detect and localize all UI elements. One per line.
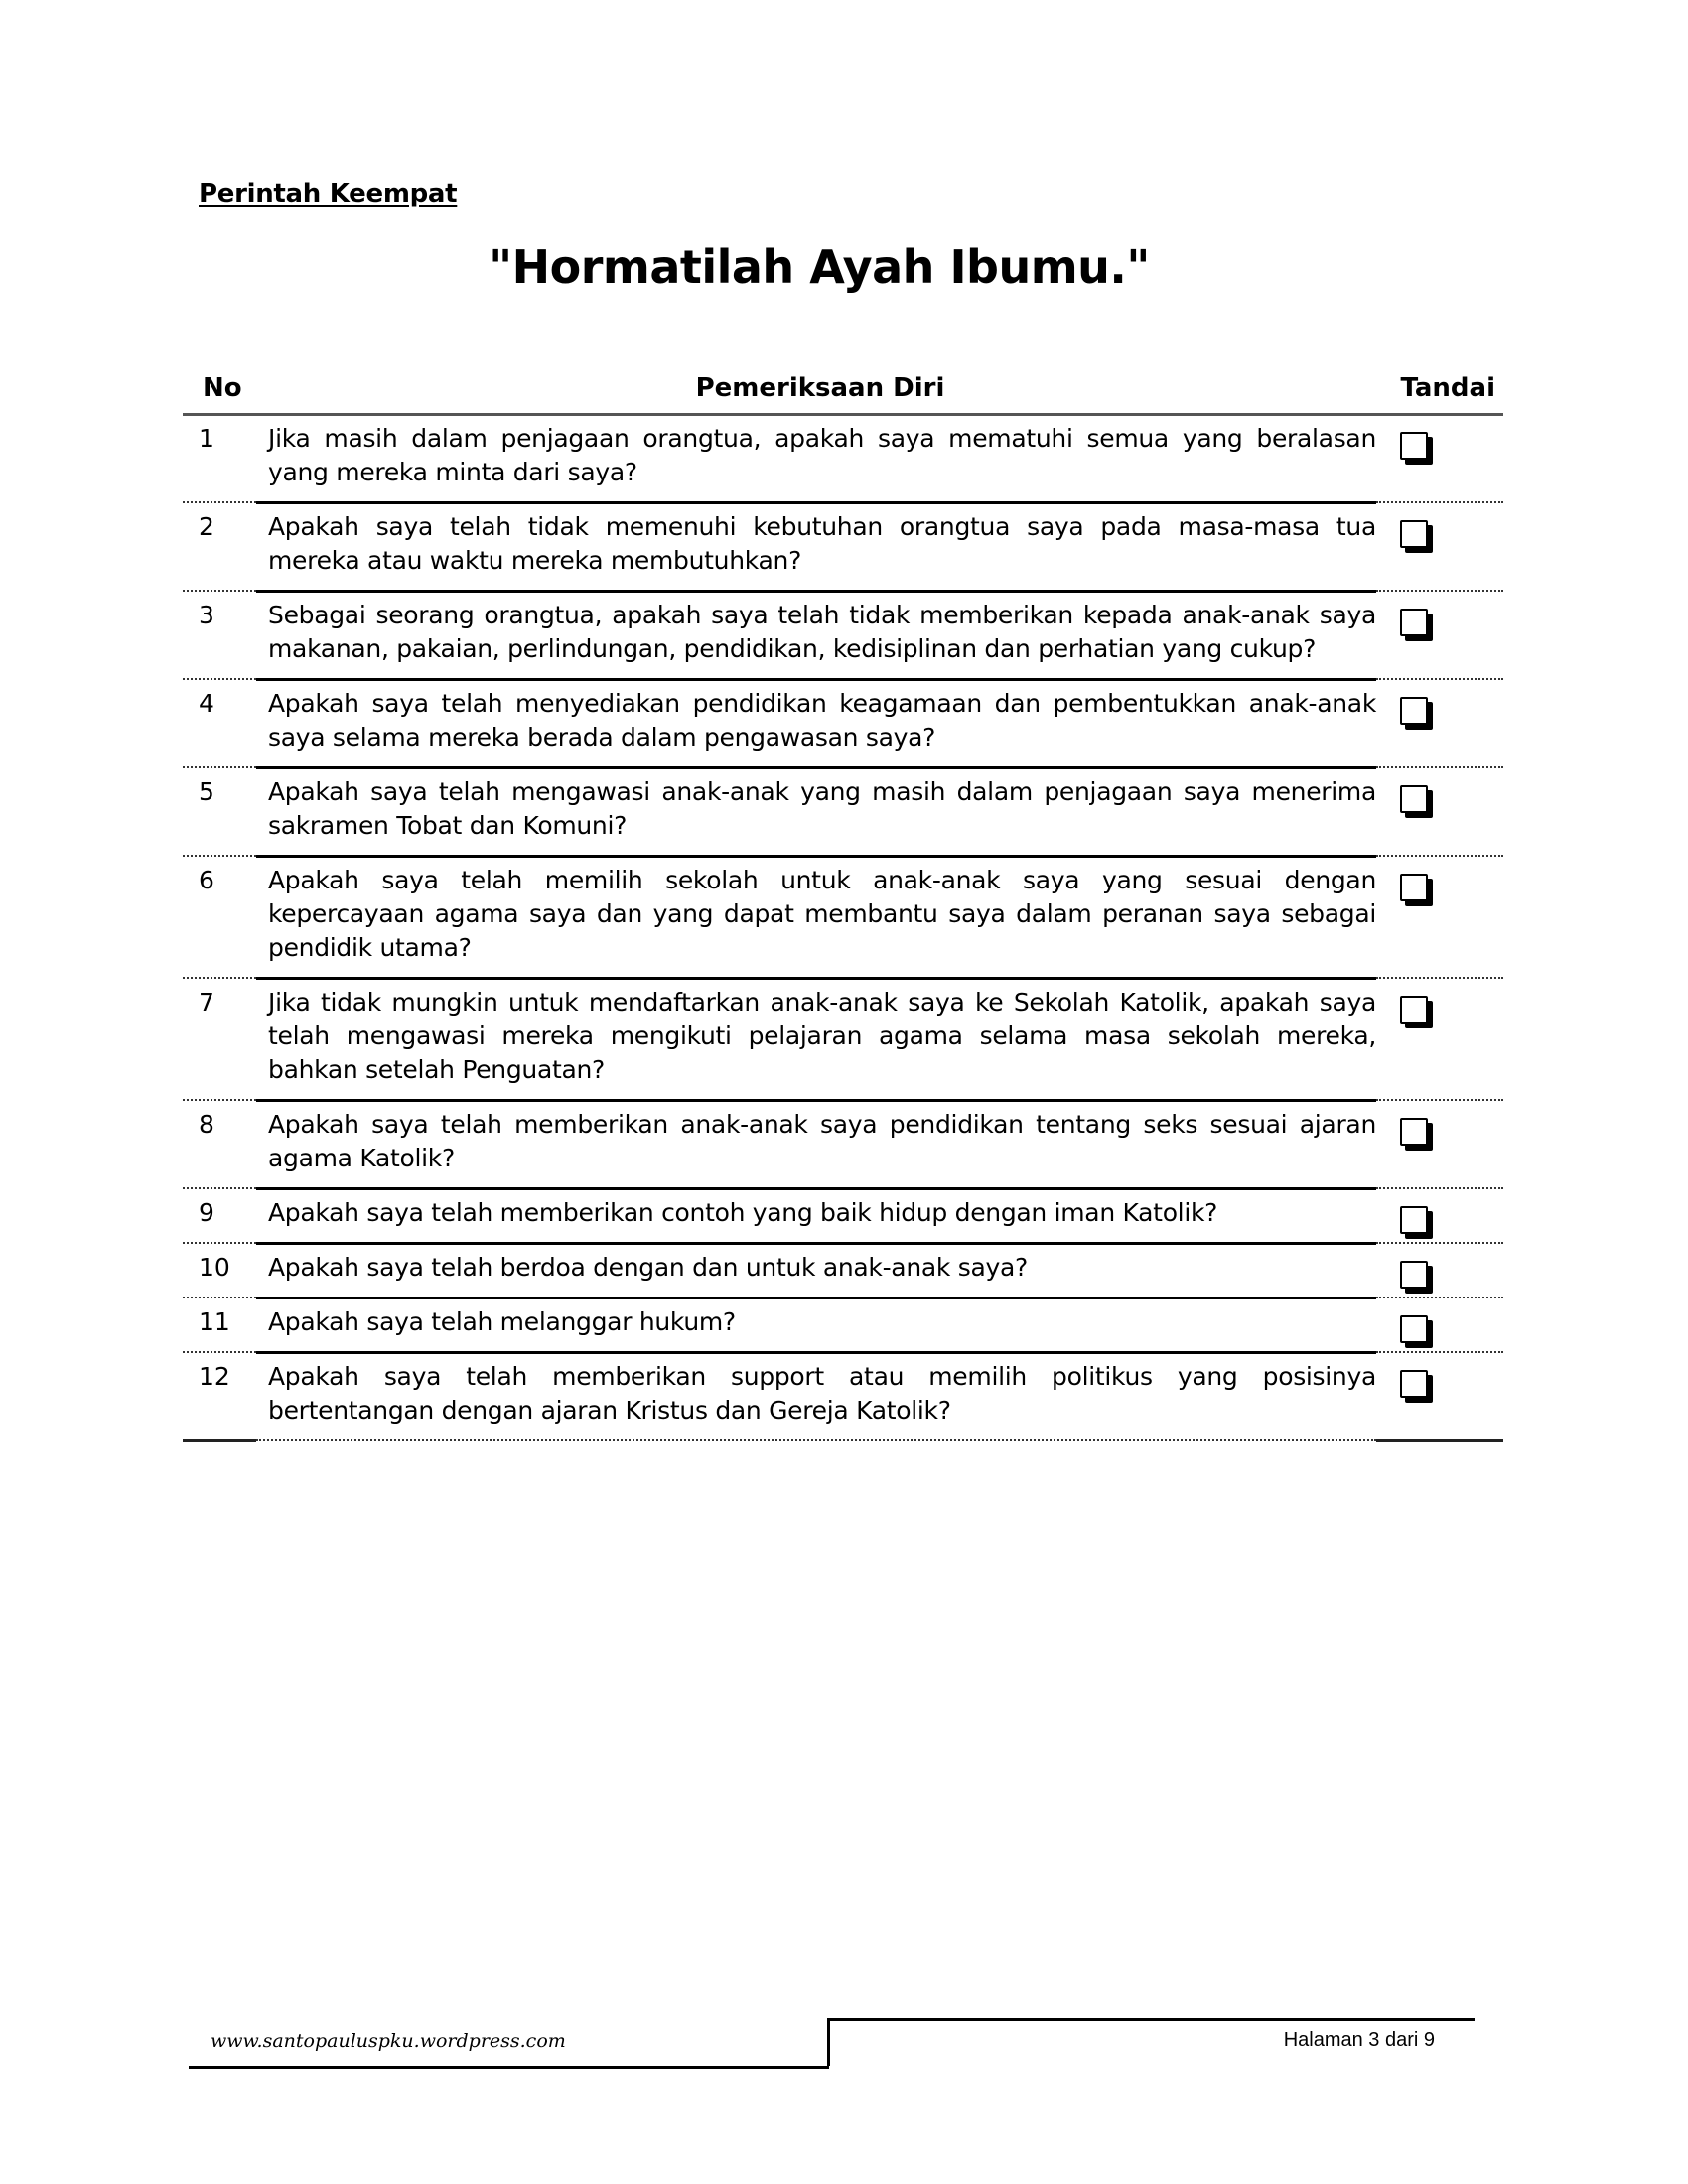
row-number: 12 bbox=[199, 1362, 230, 1391]
row-divider bbox=[183, 1439, 1503, 1442]
footer-left bbox=[189, 2030, 829, 2069]
examination-table bbox=[183, 363, 1503, 1442]
row-number: 8 bbox=[199, 1110, 214, 1139]
row-number: 9 bbox=[199, 1198, 214, 1227]
row-mark-cell bbox=[1376, 1190, 1503, 1242]
row-mark-cell bbox=[1376, 1245, 1503, 1297]
checkbox-shadow-icon[interactable] bbox=[1400, 1118, 1428, 1146]
row-number: 4 bbox=[199, 689, 214, 718]
page-title: "Hormatilah Ayah Ibumu." bbox=[489, 240, 1150, 294]
row-mark-cell bbox=[1376, 593, 1503, 678]
row-question: Apakah saya telah melanggar hukum? bbox=[268, 1307, 736, 1336]
header-no: No bbox=[203, 373, 242, 403]
table-row bbox=[183, 1354, 1503, 1439]
checkbox-shadow-icon[interactable] bbox=[1400, 609, 1428, 636]
row-mark-cell bbox=[1376, 1299, 1503, 1351]
row-mark-cell bbox=[1376, 769, 1503, 855]
header-text: Pemeriksaan Diri bbox=[695, 373, 945, 403]
row-mark-cell bbox=[1376, 980, 1503, 1099]
table-row bbox=[183, 1299, 1503, 1351]
footer-right bbox=[827, 2018, 1475, 2051]
row-number: 1 bbox=[199, 424, 214, 453]
divider-no bbox=[183, 1439, 256, 1442]
row-question: Apakah saya telah memberikan contoh yang baik hidup dengan iman Katolik? bbox=[268, 1198, 1218, 1227]
row-question: Sebagai seorang orangtua, apakah saya telah tidak memberikan kepada anak-anak saya makanan, pakaian, perlindungan, pendidikan, kedisiplinan dan perhatian yang cukup? bbox=[268, 601, 1376, 663]
row-question: Jika masih dalam penjagaan orangtua, apakah saya mematuhi semua yang beralasan yang mereka minta dari saya? bbox=[268, 424, 1376, 486]
table-body bbox=[183, 416, 1503, 1442]
checkbox-shadow-icon[interactable] bbox=[1400, 697, 1428, 725]
table-row bbox=[183, 769, 1503, 855]
table-row bbox=[183, 858, 1503, 977]
checkbox-shadow-icon[interactable] bbox=[1400, 1206, 1428, 1234]
row-question: Apakah saya telah memilih sekolah untuk anak-anak saya yang sesuai dengan kepercayaan agama saya dan yang dapat membantu saya dalam peranan saya sebagai pendidik utama? bbox=[268, 866, 1376, 962]
checkbox-shadow-icon[interactable] bbox=[1400, 1261, 1428, 1289]
section-label: Perintah Keempat bbox=[199, 179, 458, 208]
row-number: 7 bbox=[199, 988, 214, 1017]
page-number: Halaman 3 dari 9 bbox=[1283, 2029, 1435, 2051]
row-number: 11 bbox=[199, 1307, 230, 1336]
table-row bbox=[183, 1102, 1503, 1187]
table-row bbox=[183, 416, 1503, 501]
row-mark-cell bbox=[1376, 858, 1503, 977]
row-question: Jika tidak mungkin untuk mendaftarkan anak-anak saya ke Sekolah Katolik, apakah saya telah mengawasi mereka mengikuti pelajaran agama selama masa sekolah mereka, bahkan setelah Penguatan? bbox=[268, 988, 1376, 1084]
checkbox-shadow-icon[interactable] bbox=[1400, 785, 1428, 813]
row-question: Apakah saya telah memberikan support atau memilih politikus yang posisinya bertentangan dengan ajaran Kristus dan Gereja Katolik? bbox=[268, 1362, 1376, 1425]
divider-text bbox=[256, 1439, 1376, 1442]
footer-divider bbox=[827, 2018, 830, 2066]
row-number: 6 bbox=[199, 866, 214, 894]
row-number: 5 bbox=[199, 777, 214, 806]
table-row bbox=[183, 504, 1503, 590]
row-number: 3 bbox=[199, 601, 214, 629]
header-mark: Tandai bbox=[1400, 373, 1495, 403]
divider-mark bbox=[1376, 1439, 1503, 1442]
checkbox-shadow-icon[interactable] bbox=[1400, 1315, 1428, 1343]
row-mark-cell bbox=[1376, 416, 1503, 501]
table-header bbox=[183, 363, 1503, 416]
row-mark-cell bbox=[1376, 1102, 1503, 1187]
row-question: Apakah saya telah menyediakan pendidikan keagamaan dan pembentukkan anak-anak saya selama mereka berada dalam pengawasan saya? bbox=[268, 689, 1376, 751]
checkbox-shadow-icon[interactable] bbox=[1400, 996, 1428, 1024]
row-question: Apakah saya telah tidak memenuhi kebutuhan orangtua saya pada masa-masa tua mereka atau waktu mereka membutuhkan? bbox=[268, 512, 1376, 575]
table-row bbox=[183, 1245, 1503, 1297]
row-number: 2 bbox=[199, 512, 214, 541]
checkbox-shadow-icon[interactable] bbox=[1400, 432, 1428, 460]
row-question: Apakah saya telah mengawasi anak-anak yang masih dalam penjagaan saya menerima sakramen Tobat dan Komuni? bbox=[268, 777, 1376, 840]
table-row bbox=[183, 593, 1503, 678]
footer-url[interactable]: www.santopauluspku.wordpress.com bbox=[211, 2030, 566, 2052]
table-row bbox=[183, 1190, 1503, 1242]
row-mark-cell bbox=[1376, 681, 1503, 766]
table-row bbox=[183, 980, 1503, 1099]
row-number: 10 bbox=[199, 1253, 230, 1282]
row-mark-cell bbox=[1376, 1354, 1503, 1439]
row-question: Apakah saya telah memberikan anak-anak saya pendidikan tentang seks sesuai ajaran agama Katolik? bbox=[268, 1110, 1376, 1172]
checkbox-shadow-icon[interactable] bbox=[1400, 874, 1428, 901]
checkbox-shadow-icon[interactable] bbox=[1400, 1370, 1428, 1398]
row-mark-cell bbox=[1376, 504, 1503, 590]
row-question: Apakah saya telah berdoa dengan dan untuk anak-anak saya? bbox=[268, 1253, 1028, 1282]
table-row bbox=[183, 681, 1503, 766]
checkbox-shadow-icon[interactable] bbox=[1400, 520, 1428, 548]
